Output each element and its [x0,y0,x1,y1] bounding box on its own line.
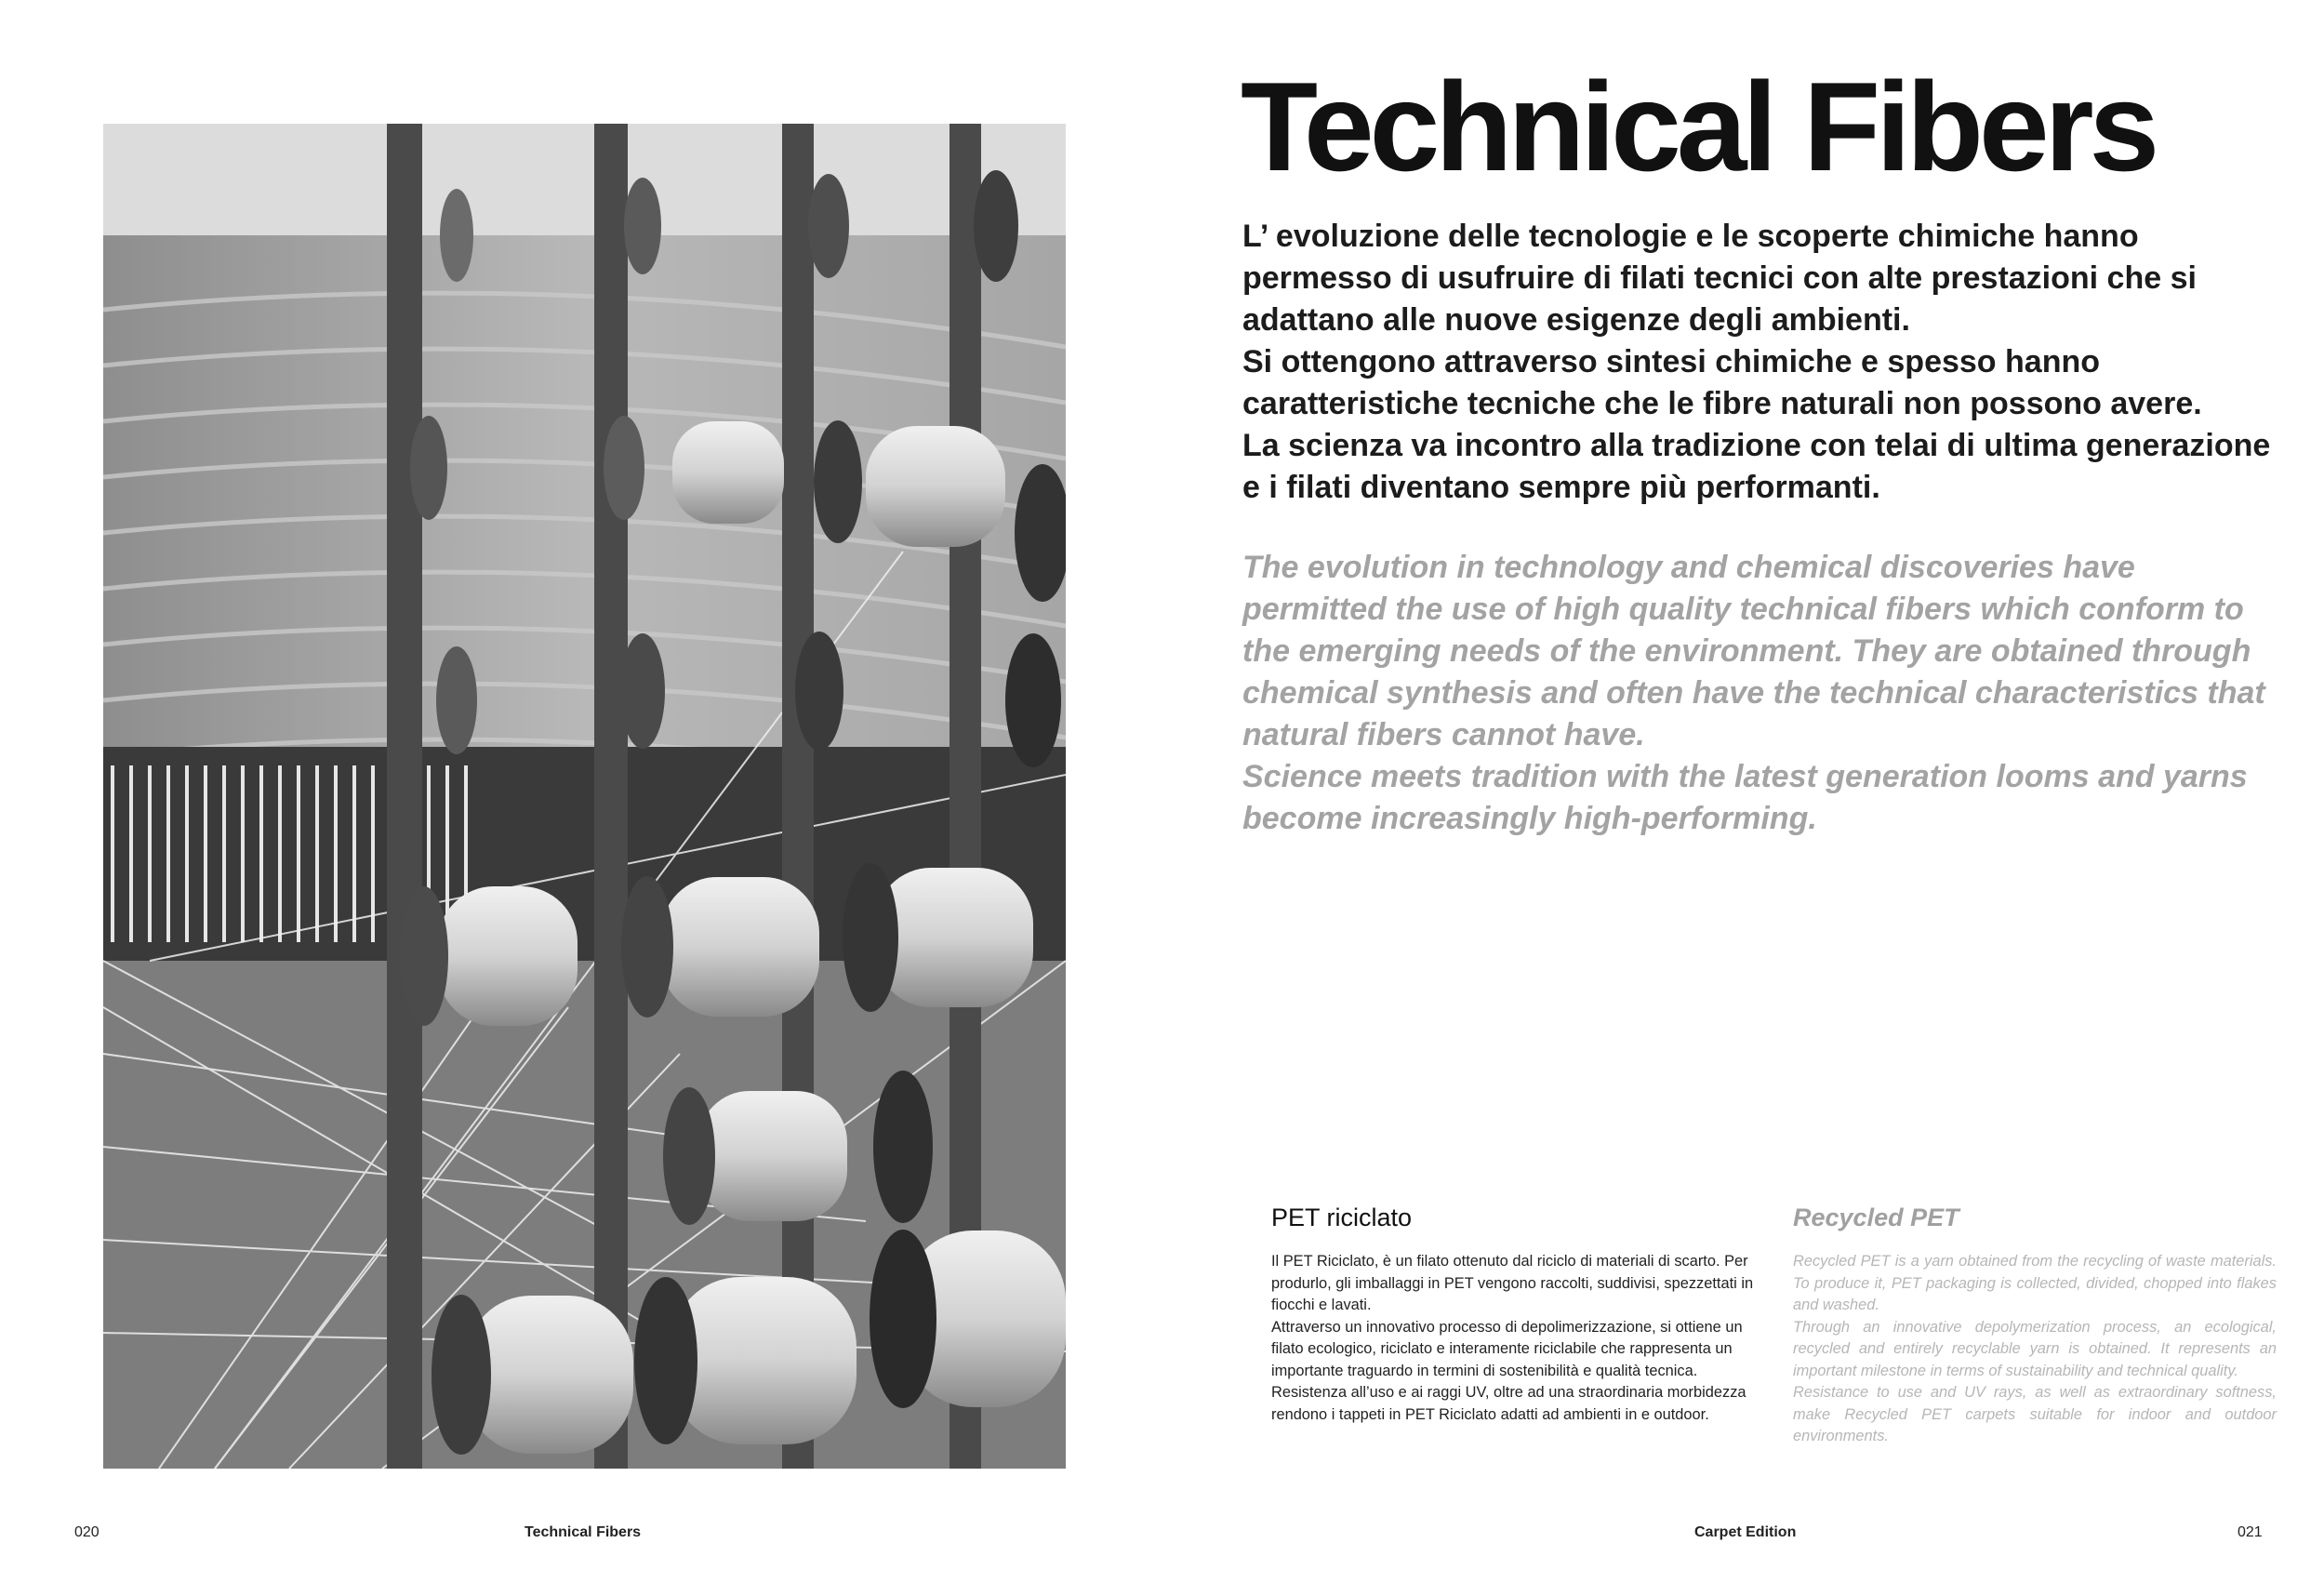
pet-italian-heading: PET riciclato [1271,1204,1413,1231]
intro-italian-paragraph: La scienza va incontro alla tradizione con telai di ultima generazione e i filati diventano sempre più performanti. [1242,428,2271,505]
intro-italian-paragraph: L’ evoluzione delle tecnologie e le scoperte chimiche hanno permesso di usufruire di filati tecnici con alte prestazioni che si adattano alle nuove esigenze degli ambienti. [1242,219,2197,338]
intro-english-paragraph: Science meets tradition with the latest generation looms and yarns become increasingly high-performing. [1242,759,2248,836]
spool-rack-photo [103,124,1066,1469]
pet-italian-paragraph: Attraverso un innovativo processo di depolimerizzazione, si ottiene un filato ecologico, riciclato e interamente riciclabile che rappresenta un importante traguardo in termini di sostenibilità e qualità tecnica. [1271,1318,1743,1379]
running-footer-right: Carpet Edition [1694,1524,1797,1540]
page-title: Technical Fibers [1241,56,2156,197]
running-footer-left: Technical Fibers [525,1524,642,1540]
pet-english-paragraph: Resistance to use and UV rays, as well as extraordinary softness, make Recycled PET carpets suitable for indoor and outdoor environments. [1793,1384,2277,1444]
page-number-left: 020 [74,1524,100,1540]
pet-english-body [1793,1251,2277,1448]
pet-italian-body [1271,1251,1755,1426]
pet-english-paragraph: Recycled PET is a yarn obtained from the recycling of waste materials. To produce it, PET packaging is collected, divided, chopped into flakes and washed. [1793,1253,2277,1313]
intro-italian-paragraph: Si ottengono attraverso sintesi chimiche e spesso hanno caratteristiche tecniche che le fibre naturali non possono avere. [1242,344,2202,421]
page-number-right: 021 [2238,1524,2263,1540]
intro-english-paragraph: The evolution in technology and chemical discoveries have permitted the use of high quality technical fibers which conform to the emerging needs of the environment. They are obtained through chemical synthesis and often have the technical characteristics that natural fibers cannot have. [1242,550,2265,752]
pet-english-heading: Recycled PET [1793,1204,1959,1231]
intro-italian [1242,216,2284,509]
spool-rack-image [103,124,1066,1469]
pet-english-paragraph: Through an innovative depolymerization process, an ecological, recycled and entirely recyclable yarn is obtained. It represents an important milestone in terms of sustainability and technical quality. [1793,1318,2277,1379]
intro-english [1242,547,2284,840]
pet-italian-paragraph: Resistenza all’uso e ai raggi UV, oltre ad una straordinaria morbidezza rendono i tappeti in PET Riciclato adatti ad ambienti in e outdoor. [1271,1384,1746,1423]
pet-italian-paragraph: Il PET Riciclato, è un filato ottenuto dal riciclo di materiali di scarto. Per produrlo, gli imballaggi in PET vengono raccolti, suddivisi, spezzettati in fiocchi e lavati. [1271,1253,1754,1313]
